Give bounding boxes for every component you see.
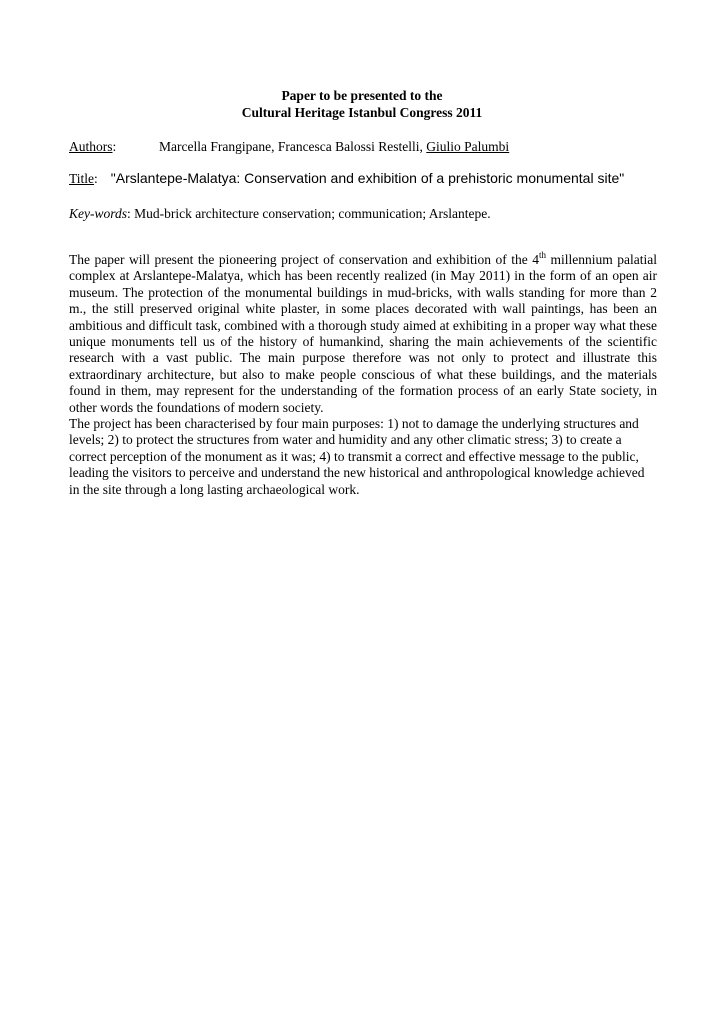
paper-title: "Arslantepe-Malatya: Conservation and exhibition of a prehistoric monumental site" (110, 170, 625, 186)
authors-label: Authors (69, 139, 113, 154)
header-line-2: Cultural Heritage Istanbul Congress 2011 (241, 105, 483, 120)
keywords-text: Mud-brick architecture conservation; communication; Arslantepe. (134, 206, 491, 221)
abstract-paragraph-1 (69, 252, 657, 416)
keywords-row (69, 205, 491, 222)
keywords-colon: : (127, 206, 135, 221)
abstract-body (69, 252, 657, 498)
keywords-label: Key-words (69, 206, 127, 221)
title-row (69, 170, 624, 187)
abstract-p1-rest: millennium palatial complex at Arslantepe-Malatya, which has been recently realized (in May 2011) in the form of an open air museum. The protection of the monumental buildings in mud-bricks, with walls standing for more than 2 m., the still preserved original white plaster, in some places decorated with wall paintings, has been an ambitious and difficult task, combined with a thorough study aimed at exhibiting in a proper way what these unique monuments tell us of the history of humankind, sharing the main achievements of the scientific research with a vast public. The main purpose therefore was not only to protect and illustrate this extraordinary architecture, but also to make people conscious of what these buildings, and the materials found in them, may represent for the understanding of the formation process of an early State society, in other words the foundations of modern society. (69, 252, 657, 415)
ordinal-superscript: th (539, 250, 547, 260)
authors-underlined-name: Giulio Palumbi (426, 139, 510, 154)
title-label: Title (69, 171, 95, 186)
title-colon: : (94, 171, 98, 186)
header-line-1: Paper to be presented to the (281, 88, 443, 103)
authors-names (159, 138, 509, 155)
abstract-paragraph-2: The project has been characterised by four main purposes: 1) not to damage the underlying structures and levels; 2) to protect the structures from water and humidity and any other climatic stress; 3) to create a correct perception of the monument as it was; 4) to transmit a correct and effective message to the public, leading the visitors to perceive and understand the new historical and anthropological knowledge achieved in the site through a long lasting archaeological work. (69, 416, 645, 497)
authors-colon: : (112, 139, 117, 154)
authors-names-text: Marcella Frangipane, Francesca Balossi Restelli, (159, 139, 427, 154)
authors-row (69, 138, 510, 155)
abstract-p1-start: The paper will present the pioneering project of conservation and exhibition of the 4 (69, 252, 540, 267)
